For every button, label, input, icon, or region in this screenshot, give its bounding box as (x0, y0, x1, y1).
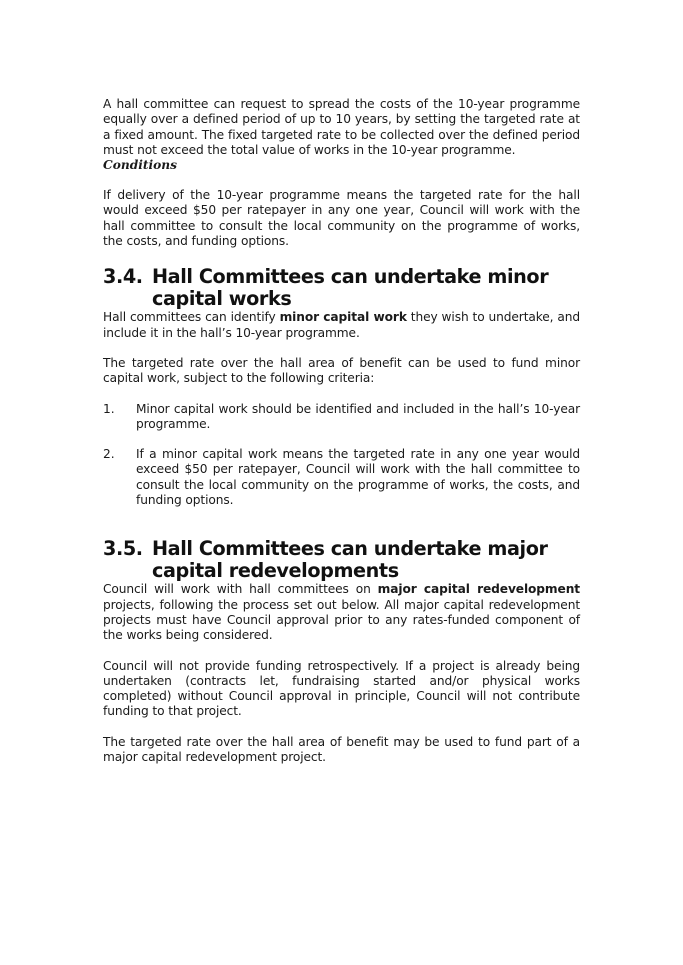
list-item (103, 402, 580, 433)
text-run: projects, following the process set out below. All major capital redevelopment projects must have Council approval prior to any rates-funded component of the works being considered. (103, 597, 580, 643)
list-item-text: If a minor capital work means the targeted rate in any one year would exceed $50 per ratepayer, Council will work with the hall committee to consult the local community on the programme of works, the costs, and funding options. (136, 447, 580, 508)
list-index: 2. (103, 447, 115, 462)
conditions-paragraph: If delivery of the 10-year programme means the targeted rate for the hall would exceed $50 per ratepayer in any one year, Council will work with the hall committee to consult the local community on the programme of works, the costs, and funding options. (103, 188, 580, 249)
section-3-5-paragraph-2: Council will not provide funding retrospectively. If a project is already being undertaken (contracts let, fundraising started and/or physical works completed) without Council approval in principle, Council will not contribute funding to that project. (103, 658, 580, 719)
section-title: Hall Committees can undertake major capital redevelopments (152, 537, 548, 583)
section-number: 3.5. (103, 537, 143, 561)
conditions-heading: Conditions (103, 158, 177, 173)
section-3-5-paragraph-1 (103, 582, 580, 643)
bold-term: minor capital work (279, 310, 407, 325)
list-index: 1. (103, 401, 115, 416)
section-3-4-paragraph-1 (103, 310, 580, 341)
document-page (103, 97, 580, 765)
section-3-5-paragraph-3: The targeted rate over the hall area of benefit may be used to fund part of a major capital redevelopment project. (103, 734, 580, 765)
text-run: Council will work with hall committees on (103, 582, 378, 597)
section-3-5-heading (103, 538, 580, 582)
text-run: they wish to undertake, and include it in the hall’s 10-year programme. (103, 310, 581, 340)
criteria-list (103, 402, 580, 509)
text-run: Hall committees can identify (103, 310, 280, 325)
list-item-text: Minor capital work should be identified and included in the hall’s 10-year programme. (136, 401, 580, 431)
section-3-4-heading (103, 266, 580, 310)
section-3-4-paragraph-2: The targeted rate over the hall area of benefit can be used to fund minor capital work, subject to the following criteria: (103, 355, 580, 386)
list-item (103, 447, 580, 508)
section-title: Hall Committees can undertake minor capital works (152, 265, 549, 311)
intro-paragraph: A hall committee can request to spread the costs of the 10-year programme equally over a defined period of up to 10 years, by setting the targeted rate at a fixed amount. The fixed targeted rate to be collected over the defined period must not exceed the total value of works in the 10-year programme. (103, 97, 580, 157)
section-number: 3.4. (103, 265, 143, 289)
bold-term: major capital redevelopment (377, 582, 580, 597)
